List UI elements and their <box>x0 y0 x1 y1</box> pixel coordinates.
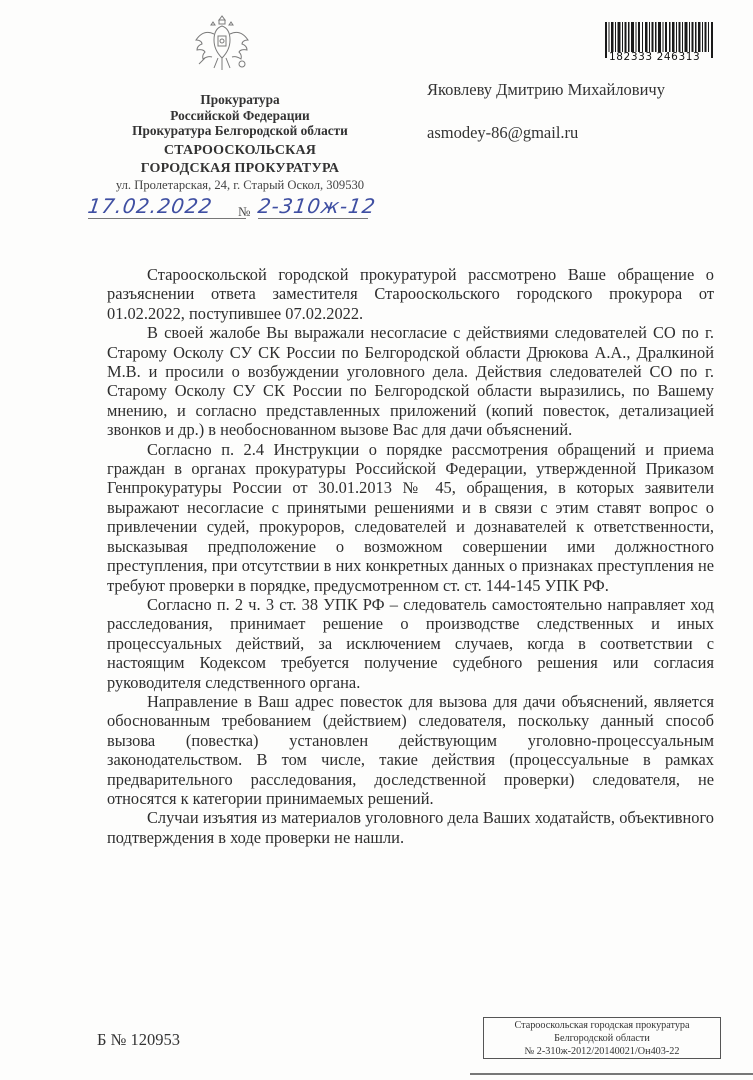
letter-body <box>107 265 714 847</box>
date-underline <box>88 218 246 219</box>
office-line: ГОРОДСКАЯ ПРОКУРАТУРА <box>140 161 340 176</box>
org-line: Прокуратура <box>200 92 280 107</box>
registration-date: 17.02.2022 <box>86 194 215 218</box>
body-paragraph: Направление в Ваш адрес повесток для вызова для дачи объяснений, является обоснованным требованием (действием) следователя, поскольку данный способ вызова (повестка) установлен действующим уголовно-процессуальным законодательством. В том числе, такие действия (процессуальные в рамках предварительного расследования, доследственной проверки) следователя, не относятся к категории принимаемых решений. <box>107 691 714 808</box>
coat-of-arms-icon <box>191 12 253 74</box>
body-paragraph: В своей жалобе Вы выражали несогласие с действиями следователей СО по г. Старому Осколу СУ СК России по Белгородской области Дрюкова А.А., Дралкиной М.В. и просили о возбуждении уголовного дела. Действия следователей СО по г. Старому Осколу СУ СК России по Белгородской области выразились, по Вашему мнению, и согласно представленных приложений (копий повесток, детализацией звонков и др.) в необоснованном вызове Вас для дачи объяснений. <box>107 323 714 440</box>
body-paragraph: Согласно п. 2.4 Инструкции о порядке рассмотрения обращений и приема граждан в органах прокуратуры Российской Федерации, утвержденной Приказом Генпрокуратуры России от 30.01.2013 № 45, обращения, в которых заявители выражают несогласие с принятыми решениями и в связи с этим ставят вопрос о привлечении судей, прокуроров, следователей и дознавателей к ответственности, высказывая предположение о возможном совершении ими должностного преступления, при отсутствии в них конкретных данных о признаках преступления не требуют проверки в порядке, предусмотренном ст. ст. 144-145 УПК РФ. <box>107 439 714 595</box>
registration-line <box>88 194 378 220</box>
body-paragraph: Старооскольской городской прокуратурой рассмотрено Ваше обращение о разъяснении ответа заместителя Старооскольского городского прокурора от 01.02.2022, поступившее 07.02.2022. <box>107 265 714 323</box>
stamp-line: Старооскольская городская прокуратура <box>514 1020 690 1031</box>
office-address: ул. Пролетарская, 24, г. Старый Оскол, 309530 <box>115 178 365 192</box>
body-paragraph: Случаи изъятия из материалов уголовного дела Ваших ходатайств, объективного подтверждения в ходе проверки не нашли. <box>107 808 714 847</box>
org-line: Российской Федерации <box>170 107 310 123</box>
recipient-name: Яковлеву Дмитрию Михайловичу <box>427 80 665 99</box>
number-underline <box>258 218 368 219</box>
org-line: Прокуратура Белгородской области <box>132 123 348 138</box>
bottom-rule <box>470 1073 753 1075</box>
office-line: СТАРООСКОЛЬСКАЯ <box>163 143 317 158</box>
office-name <box>95 142 385 178</box>
registration-number: 2-310ж-12 <box>256 194 378 218</box>
recipient-email: asmodey-86@gmail.ru <box>427 123 579 142</box>
body-paragraph: Согласно п. 2 ч. 3 ст. 38 УПК РФ – следователь самостоятельно направляет ход расследования, принимает решение о производстве следственных и иных процессуальных действий, за исключением случаев, когда в соответствии с настоящим Кодексом требуется получение судебного решения или согласия руководителя следственного органа. <box>107 594 714 692</box>
form-code: Б № 120953 <box>97 1030 180 1049</box>
organization-name <box>95 92 385 139</box>
stamp-line: № 2-310ж-2012/20140021/Он403-22 <box>524 1046 680 1057</box>
number-sign: № <box>238 204 251 219</box>
registration-stamp <box>483 1017 721 1059</box>
barcode-number: 182333 246313 <box>609 51 701 63</box>
stamp-line: Белгородской области <box>554 1033 650 1044</box>
